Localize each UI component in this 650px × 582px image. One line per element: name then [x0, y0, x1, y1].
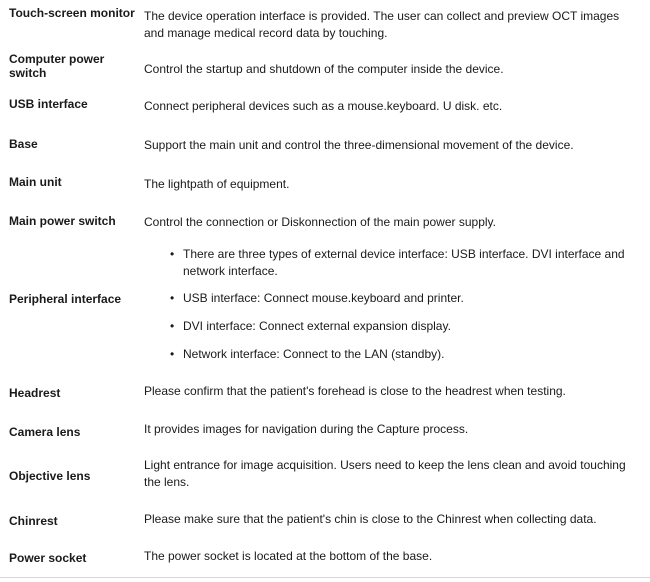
term-touch-screen-monitor: Touch-screen monitor	[9, 6, 135, 20]
term-camera-lens: Camera lens	[9, 425, 81, 439]
bullet-item: • USB interface: Connect mouse.keyboard and printer.	[170, 291, 464, 305]
desc-usb-interface: Connect peripheral devices such as a mouse.keyboard. U disk. etc.	[144, 99, 503, 113]
term-usb-interface: USB interface	[9, 97, 88, 111]
term-base: Base	[9, 137, 38, 151]
desc-main-power-switch: Control the connection or Diskonnection of the main power supply.	[144, 215, 496, 229]
bottom-divider	[0, 577, 650, 578]
desc-touch-screen-monitor: The device operation interface is provided. The user can collect and preview OCT images and manage medical record data by touching.	[144, 9, 620, 40]
term-computer-power-switch: Computer power switch	[9, 52, 105, 80]
bullet-icon: •	[170, 247, 175, 261]
desc-headrest: Please confirm that the patient's forehead is close to the headrest when testing.	[144, 384, 566, 398]
desc-chinrest: Please make sure that the patient's chin is close to the Chinrest when collecting data.	[144, 512, 597, 526]
desc-camera-lens: It provides images for navigation during the Capture process.	[144, 422, 469, 436]
bullet-item: • There are three types of external device interface: USB interface. DVI interface and network interface.	[170, 247, 625, 278]
term-main-power-switch: Main power switch	[9, 214, 116, 228]
bullet-item: • Network interface: Connect to the LAN (standby).	[170, 347, 445, 361]
bullet-icon: •	[170, 347, 175, 361]
term-chinrest: Chinrest	[9, 514, 58, 528]
desc-base: Support the main unit and control the three-dimensional movement of the device.	[144, 138, 574, 152]
term-headrest: Headrest	[9, 386, 61, 400]
term-main-unit: Main unit	[9, 175, 62, 189]
desc-power-socket: The power socket is located at the bottom of the base.	[144, 549, 433, 563]
term-objective-lens: Objective lens	[9, 469, 91, 483]
bullet-icon: •	[170, 291, 175, 305]
bullet-item: • DVI interface: Connect external expansion display.	[170, 319, 451, 333]
desc-main-unit: The lightpath of equipment.	[144, 177, 290, 191]
term-peripheral-interface: Peripheral interface	[9, 292, 122, 306]
desc-computer-power-switch: Control the startup and shutdown of the computer inside the device.	[144, 62, 504, 76]
term-power-socket: Power socket	[9, 551, 87, 565]
desc-objective-lens: Light entrance for image acquisition. Users need to keep the lens clean and avoid touching the lens.	[144, 458, 626, 489]
bullet-icon: •	[170, 319, 175, 333]
